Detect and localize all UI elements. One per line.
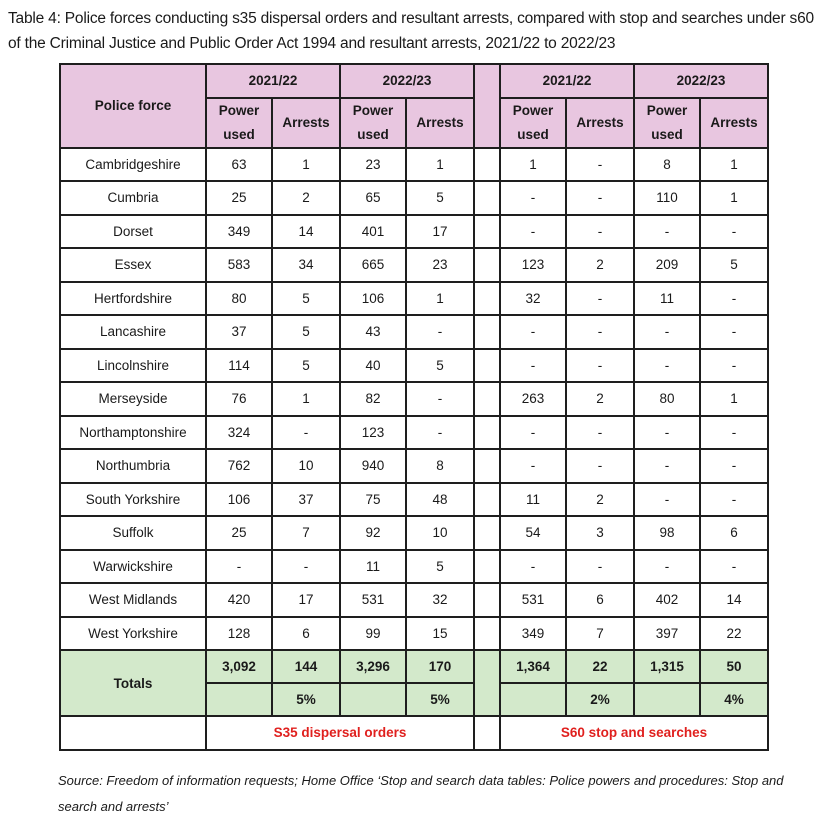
cell-value: - — [406, 382, 474, 416]
cell-value: 123 — [340, 416, 406, 450]
cell-value: - — [500, 315, 566, 349]
cell-value: - — [272, 416, 340, 450]
cell-value: 2 — [566, 382, 634, 416]
cell-total: 170 — [406, 650, 474, 683]
cell-value: 5 — [406, 349, 474, 383]
cell-value: 349 — [500, 617, 566, 651]
cell-value: 128 — [206, 617, 272, 651]
cell-value: 1 — [700, 148, 768, 182]
cell-value: 1 — [700, 181, 768, 215]
cell-percent: 4% — [700, 683, 768, 716]
cell-value: - — [566, 416, 634, 450]
cell-value: 76 — [206, 382, 272, 416]
cell-value: 5 — [406, 181, 474, 215]
cell-police-force: Hertfordshire — [60, 282, 206, 316]
table-row — [60, 516, 768, 550]
gap-cell — [474, 516, 500, 550]
cell-value: 34 — [272, 248, 340, 282]
cell-value: 17 — [406, 215, 474, 249]
cell-value: - — [700, 315, 768, 349]
col-header-s60-2022-23: 2022/23 — [634, 64, 768, 98]
gap-cell — [474, 449, 500, 483]
cell-value: 5 — [700, 248, 768, 282]
cell-value: 2 — [566, 483, 634, 517]
cell-empty — [634, 683, 700, 716]
cell-value: - — [700, 349, 768, 383]
cell-value: - — [566, 550, 634, 584]
cell-value: 1 — [406, 148, 474, 182]
gap-cell — [474, 650, 500, 716]
cell-value: 82 — [340, 382, 406, 416]
cell-empty — [60, 716, 206, 750]
cell-value: 37 — [272, 483, 340, 517]
cell-value: - — [566, 148, 634, 182]
table-caption: Table 4: Police forces conducting s35 dispersal orders and resultant arrests, compared with stop and searches under s60 of the Criminal Justice and Public Order Act 1994 and resultant arrests, 2021/22 to 2022/23 — [8, 10, 814, 52]
table-row — [60, 617, 768, 651]
cell-value: 3 — [566, 516, 634, 550]
cell-value: 1 — [406, 282, 474, 316]
cell-value: 106 — [340, 282, 406, 316]
gap-cell — [474, 215, 500, 249]
cell-empty — [340, 683, 406, 716]
gap-cell — [474, 550, 500, 584]
gap-cell — [474, 248, 500, 282]
group-label-s35: S35 dispersal orders — [206, 716, 474, 750]
cell-total: 144 — [272, 650, 340, 683]
cell-value: - — [700, 282, 768, 316]
cell-value: 7 — [566, 617, 634, 651]
cell-value: 43 — [340, 315, 406, 349]
cell-police-force: Suffolk — [60, 516, 206, 550]
cell-police-force: Lancashire — [60, 315, 206, 349]
cell-value: 5 — [272, 282, 340, 316]
cell-value: 54 — [500, 516, 566, 550]
table-row — [60, 215, 768, 249]
cell-value: - — [700, 416, 768, 450]
cell-total: 22 — [566, 650, 634, 683]
col-header-power-used: Power used — [500, 98, 566, 148]
cell-total: 50 — [700, 650, 768, 683]
col-header-arrests: Arrests — [566, 98, 634, 148]
cell-value: 63 — [206, 148, 272, 182]
cell-value: - — [566, 315, 634, 349]
cell-percent: 5% — [406, 683, 474, 716]
gap-column — [474, 64, 500, 148]
cell-total: 3,092 — [206, 650, 272, 683]
cell-value: - — [566, 215, 634, 249]
police-forces-table — [59, 63, 769, 751]
cell-value: 6 — [272, 617, 340, 651]
cell-value: 10 — [272, 449, 340, 483]
cell-police-force: West Midlands — [60, 583, 206, 617]
table-row — [60, 181, 768, 215]
cell-value: 110 — [634, 181, 700, 215]
cell-total: 1,315 — [634, 650, 700, 683]
cell-value: 40 — [340, 349, 406, 383]
cell-value: - — [500, 550, 566, 584]
cell-police-force: South Yorkshire — [60, 483, 206, 517]
table-footer — [60, 650, 768, 750]
cell-police-force: Essex — [60, 248, 206, 282]
cell-value: 5 — [406, 550, 474, 584]
gap-cell — [474, 282, 500, 316]
cell-value: - — [634, 416, 700, 450]
cell-value: 22 — [700, 617, 768, 651]
table-row — [60, 349, 768, 383]
cell-police-force: Dorset — [60, 215, 206, 249]
col-header-police-force: Police force — [60, 64, 206, 148]
cell-value: 75 — [340, 483, 406, 517]
cell-value: 8 — [634, 148, 700, 182]
group-label-s60: S60 stop and searches — [500, 716, 768, 750]
col-header-s35-2022-23: 2022/23 — [340, 64, 474, 98]
cell-percent: 2% — [566, 683, 634, 716]
cell-value: 1 — [700, 382, 768, 416]
cell-value: 531 — [340, 583, 406, 617]
cell-value: 583 — [206, 248, 272, 282]
cell-value: - — [272, 550, 340, 584]
cell-value: - — [566, 449, 634, 483]
col-header-arrests: Arrests — [272, 98, 340, 148]
col-header-power-used: Power used — [340, 98, 406, 148]
cell-value: - — [500, 215, 566, 249]
cell-value: 65 — [340, 181, 406, 215]
col-header-arrests: Arrests — [700, 98, 768, 148]
cell-value: 123 — [500, 248, 566, 282]
cell-value: - — [700, 550, 768, 584]
cell-value: - — [566, 282, 634, 316]
cell-value: 5 — [272, 315, 340, 349]
col-header-power-used: Power used — [634, 98, 700, 148]
header-row-years — [60, 64, 768, 98]
gap-cell — [474, 483, 500, 517]
gap-cell — [474, 716, 500, 750]
cell-value: 420 — [206, 583, 272, 617]
cell-value: 48 — [406, 483, 474, 517]
cell-value: 5 — [272, 349, 340, 383]
gap-cell — [474, 148, 500, 182]
cell-police-force: Northumbria — [60, 449, 206, 483]
cell-value: - — [634, 349, 700, 383]
cell-value: 263 — [500, 382, 566, 416]
cell-value: - — [634, 315, 700, 349]
cell-value: 324 — [206, 416, 272, 450]
table-row — [60, 449, 768, 483]
cell-value: 32 — [406, 583, 474, 617]
cell-value: - — [406, 315, 474, 349]
cell-empty — [206, 683, 272, 716]
gap-cell — [474, 315, 500, 349]
cell-value: 8 — [406, 449, 474, 483]
cell-value: 99 — [340, 617, 406, 651]
cell-value: 940 — [340, 449, 406, 483]
cell-value: 397 — [634, 617, 700, 651]
table-row — [60, 248, 768, 282]
table-row — [60, 315, 768, 349]
cell-value: - — [634, 483, 700, 517]
group-label-row — [60, 716, 768, 750]
cell-percent: 5% — [272, 683, 340, 716]
cell-value: 402 — [634, 583, 700, 617]
table-row — [60, 282, 768, 316]
cell-value: - — [500, 449, 566, 483]
cell-value: - — [700, 449, 768, 483]
cell-value: 17 — [272, 583, 340, 617]
cell-value: 1 — [272, 148, 340, 182]
cell-value: 80 — [206, 282, 272, 316]
cell-value: - — [566, 349, 634, 383]
cell-police-force: Northamptonshire — [60, 416, 206, 450]
cell-value: 11 — [634, 282, 700, 316]
col-header-s35-2021-22: 2021/22 — [206, 64, 340, 98]
cell-value: 1 — [272, 382, 340, 416]
cell-value: 2 — [566, 248, 634, 282]
cell-value: - — [634, 550, 700, 584]
table-body — [60, 148, 768, 651]
cell-police-force: Warwickshire — [60, 550, 206, 584]
cell-police-force: Lincolnshire — [60, 349, 206, 383]
gap-cell — [474, 583, 500, 617]
table-row — [60, 382, 768, 416]
cell-value: 92 — [340, 516, 406, 550]
cell-value: - — [634, 449, 700, 483]
cell-value: 23 — [406, 248, 474, 282]
col-header-power-used: Power used — [206, 98, 272, 148]
cell-police-force: Merseyside — [60, 382, 206, 416]
table-row — [60, 583, 768, 617]
cell-police-force: Cambridgeshire — [60, 148, 206, 182]
cell-value: 349 — [206, 215, 272, 249]
cell-value: 2 — [272, 181, 340, 215]
gap-cell — [474, 181, 500, 215]
cell-total: 3,296 — [340, 650, 406, 683]
cell-value: 1 — [500, 148, 566, 182]
cell-police-force: West Yorkshire — [60, 617, 206, 651]
cell-value: - — [700, 215, 768, 249]
source-note: Source: Freedom of information requests; Home Office ‘Stop and search data tables: Police powers and procedures: Stop and search and arrests’ — [58, 773, 784, 814]
gap-cell — [474, 382, 500, 416]
cell-value: 665 — [340, 248, 406, 282]
cell-value: - — [500, 349, 566, 383]
cell-value: 23 — [340, 148, 406, 182]
cell-value: - — [634, 215, 700, 249]
cell-value: 11 — [340, 550, 406, 584]
cell-value: 401 — [340, 215, 406, 249]
table-row — [60, 416, 768, 450]
cell-value: - — [206, 550, 272, 584]
cell-value: 25 — [206, 516, 272, 550]
totals-label: Totals — [60, 650, 206, 716]
gap-cell — [474, 617, 500, 651]
cell-value: - — [500, 416, 566, 450]
cell-value: 10 — [406, 516, 474, 550]
cell-value: - — [566, 181, 634, 215]
table-row — [60, 550, 768, 584]
col-header-s60-2021-22: 2021/22 — [500, 64, 634, 98]
table-row — [60, 483, 768, 517]
cell-value: 6 — [566, 583, 634, 617]
cell-value: - — [406, 416, 474, 450]
cell-police-force: Cumbria — [60, 181, 206, 215]
cell-value: 15 — [406, 617, 474, 651]
cell-value: 11 — [500, 483, 566, 517]
cell-value: 98 — [634, 516, 700, 550]
cell-value: 25 — [206, 181, 272, 215]
cell-empty — [500, 683, 566, 716]
cell-value: 80 — [634, 382, 700, 416]
cell-value: 7 — [272, 516, 340, 550]
cell-value: 209 — [634, 248, 700, 282]
cell-total: 1,364 — [500, 650, 566, 683]
cell-value: 531 — [500, 583, 566, 617]
cell-value: - — [500, 181, 566, 215]
cell-value: 6 — [700, 516, 768, 550]
cell-value: 114 — [206, 349, 272, 383]
cell-value: 14 — [272, 215, 340, 249]
totals-row — [60, 650, 768, 683]
cell-value: - — [700, 483, 768, 517]
table-row — [60, 148, 768, 182]
cell-value: 106 — [206, 483, 272, 517]
cell-value: 32 — [500, 282, 566, 316]
col-header-arrests: Arrests — [406, 98, 474, 148]
cell-value: 762 — [206, 449, 272, 483]
gap-cell — [474, 416, 500, 450]
gap-cell — [474, 349, 500, 383]
cell-value: 37 — [206, 315, 272, 349]
cell-value: 14 — [700, 583, 768, 617]
